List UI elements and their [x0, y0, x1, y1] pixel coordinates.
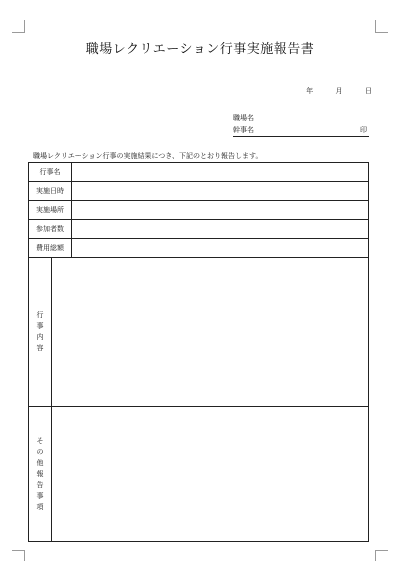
total-cost-field[interactable] [72, 239, 369, 258]
event-name-label: 行事名 [29, 163, 72, 182]
year-label: 年 [306, 87, 314, 95]
participants-label: 参加者数 [29, 220, 72, 239]
day-label: 日 [365, 87, 372, 95]
seal-label: 印 [360, 126, 367, 134]
organizer-field[interactable] [233, 125, 369, 137]
report-table [28, 162, 369, 542]
table-row [29, 163, 369, 182]
event-content-field[interactable] [52, 258, 369, 407]
event-name-field[interactable] [72, 163, 369, 182]
table-row [29, 258, 369, 407]
crop-mark-top-left [12, 20, 25, 33]
other-report-field[interactable] [52, 407, 369, 542]
crop-mark-bottom-right [375, 550, 388, 561]
document-title: 職場レクリエーション行事実施報告書 [85, 42, 315, 57]
organizer-label: 幹事名 [233, 126, 254, 134]
place-label: 実施場所 [29, 201, 72, 220]
event-content-label-cell [29, 258, 52, 407]
other-report-label-cell [29, 407, 52, 542]
event-content-label: 行事内容 [36, 311, 44, 352]
intro-text: 職場レクリエーション行事の実施結果につき、下記のとおり報告します。 [33, 152, 263, 160]
month-label: 月 [335, 87, 343, 95]
table-row [29, 182, 369, 201]
date-line [306, 86, 372, 96]
crop-mark-bottom-left [12, 550, 25, 561]
date-time-label: 実施日時 [29, 182, 72, 201]
date-time-field[interactable] [72, 182, 369, 201]
table-row [29, 220, 369, 239]
table-row [29, 407, 369, 542]
participants-field[interactable] [72, 220, 369, 239]
other-report-label: その他報告事項 [36, 436, 44, 511]
workplace-field[interactable] [233, 113, 369, 123]
table-row [29, 201, 369, 220]
crop-mark-top-right [375, 20, 388, 33]
place-field[interactable] [72, 201, 369, 220]
table-row [29, 239, 369, 258]
workplace-label: 職場名 [233, 114, 254, 122]
total-cost-label: 費用総額 [29, 239, 72, 258]
